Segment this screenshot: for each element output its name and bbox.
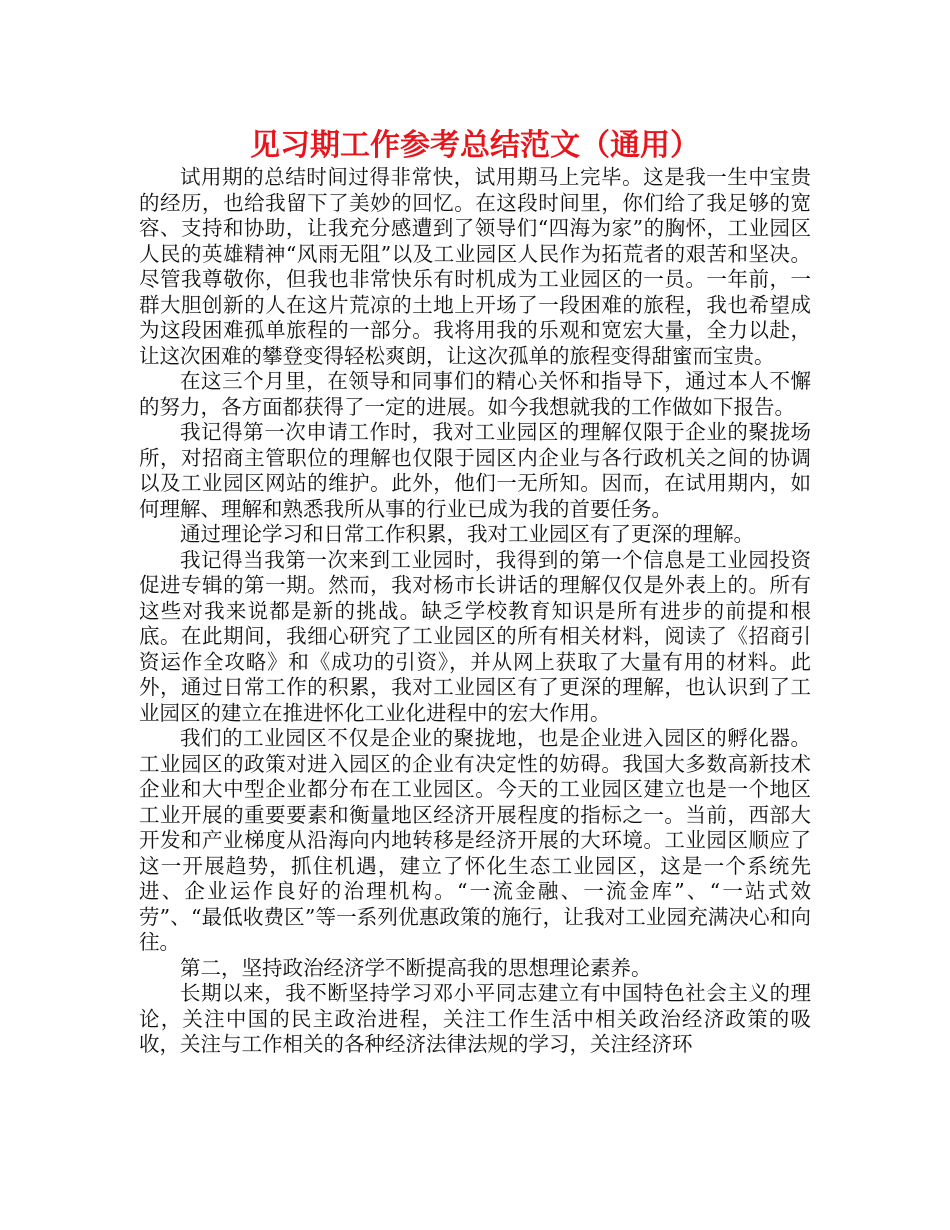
- paragraph: 第二，坚持政治经济学不断提高我的思想理论素养。: [180, 955, 652, 980]
- paragraph: 我记得当我第一次来到工业园时，我得到的第一个信息是工业园投资促进专辑的第一期。然而，我对杨市长讲话的理解仅仅是外表上的。所有这些对我来说都是新的挑战。缺乏学校教育知识是所有进步的前提和根底。在此期间，我细心研究了工业园区的所有相关材料，阅读了《招商引资运作全攻略》和《成功的引资》，并从网上获取了大量有用的材料。此外，通过日常工作的积累，我对工业园区有了更深的理解，也认识到了工业园区的建立在推进怀化工业化进程中的宏大作用。: [139, 547, 811, 725]
- paragraph: 试用期的总结时间过得非常快，试用期马上完毕。这是我一生中宝贵的经历，也给我留下了美妙的回忆。在这段时间里，你们给了我足够的宽容、支持和协助，让我充分感遭到了领导们“四海为家”的胸怀，工业园区人民的英雄精神“风雨无阻”以及工业园区人民作为拓荒者的艰苦和坚决。尽管我尊敬你，但我也非常快乐有时机成为工业园区的一员。一年前，一群大胆创新的人在这片荒凉的土地上开场了一段困难的旅程，我也希望成为这段困难孤单旅程的一部分。我将用我的乐观和宽宏大量，全力以赴，让这次困难的攀登变得轻松爽朗，让这次孤单的旅程变得甜蜜而宝贵。: [139, 165, 811, 368]
- paragraph: 在这三个月里，在领导和同事们的精心关怀和指导下，通过本人不懈的努力，各方面都获得了一定的进展。如今我想就我的工作做如下报告。: [139, 369, 811, 419]
- paragraph: 长期以来，我不断坚持学习邓小平同志建立有中国特色社会主义的理论，关注中国的民主政治进程，关注工作生活中相关政治经济政策的吸收，关注与工作相关的各种经济法律法规的学习，关注经济环: [139, 981, 811, 1056]
- document-body: [139, 165, 811, 1058]
- paragraph: 通过理论学习和日常工作积累，我对工业园区有了更深的理解。: [180, 522, 754, 546]
- document-title: 见习期工作参考总结范文（通用）: [250, 128, 700, 163]
- paragraph: 我们的工业园区不仅是企业的聚拢地，也是企业进入园区的孵化器。工业园区的政策对进入园区的企业有决定性的妨碍。我国大多数高新技术企业和大中型企业都分布在工业园区。今天的工业园区建立也是一个地区工业开展的重要要素和衡量地区经济开展程度的指标之一。当前，西部大开发和产业梯度从沿海向内地转移是经济开展的大环境。工业园区顺应了这一开展趋势，抓住机遇，建立了怀化生态工业园区，这是一个系统先进、企业运作良好的治理机构。“一流金融、一流金库”、“一站式效劳”、“最低收费区”等一系列优惠政策的施行，让我对工业园充满决心和向往。: [139, 726, 811, 954]
- paragraph: 我记得第一次申请工作时，我对工业园区的理解仅限于企业的聚拢场所，对招商主管职位的理解也仅限于园区内企业与各行政机关之间的协调以及工业园区网站的维护。此外，他们一无所知。因而，在试用期内，如何理解、理解和熟悉我所从事的行业已成为我的首要任务。: [139, 420, 811, 521]
